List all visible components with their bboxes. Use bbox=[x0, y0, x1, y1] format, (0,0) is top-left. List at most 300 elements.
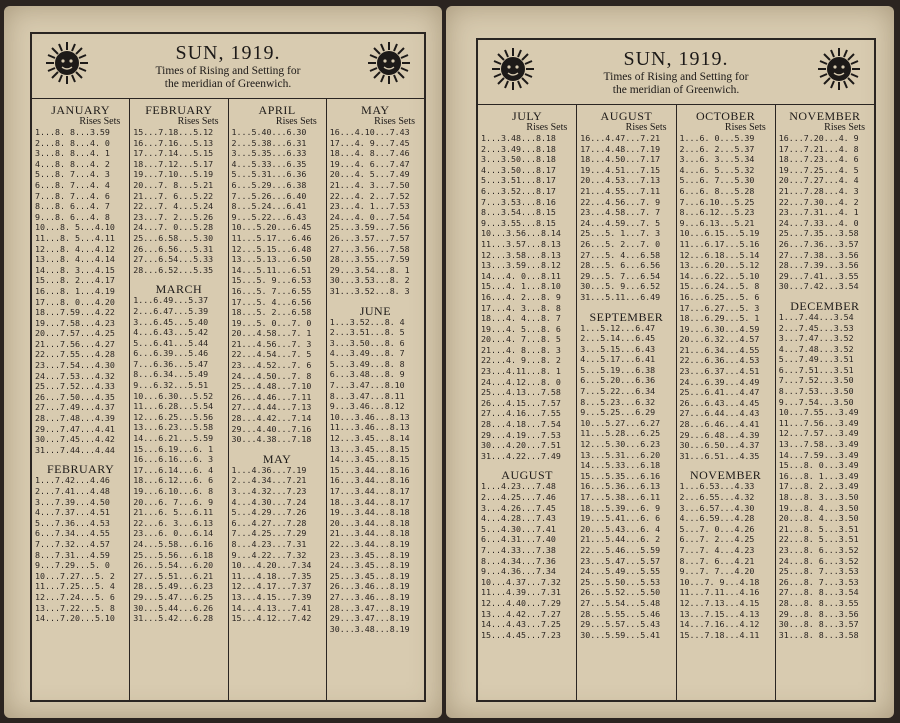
day-row: 15...3.44...8.16 bbox=[329, 464, 410, 475]
day-row: 14...4. 0...8.11 bbox=[481, 270, 561, 281]
day-row: 14...4.13...7.41 bbox=[231, 602, 312, 613]
day-row: 13...5.13...6.50 bbox=[231, 254, 312, 265]
day-row: 12...7.24...5. 6 bbox=[35, 591, 115, 602]
day-row: 17...5.38...6.11 bbox=[580, 492, 661, 502]
day-row: 3...6.45...5.40 bbox=[133, 316, 209, 327]
day-row: 18...7.23...4. 6 bbox=[778, 154, 859, 165]
day-row: 20...7.27...4. 4 bbox=[778, 175, 859, 186]
page-subtitle-line1: Times of Rising and Setting for bbox=[155, 65, 301, 77]
day-row: 23...4.58...7. 7 bbox=[580, 207, 661, 218]
day-row: 2...7.45...3.53 bbox=[778, 322, 854, 333]
sun-face-icon bbox=[490, 46, 536, 92]
day-row: 6...6.39...5.46 bbox=[133, 348, 209, 359]
day-row: 23...7.54...4.30 bbox=[35, 360, 115, 371]
day-row: 14...3.45...8.15 bbox=[329, 454, 410, 465]
day-row: 23...7.31...4. 1 bbox=[778, 207, 859, 218]
day-row: 31...5.11...6.49 bbox=[580, 291, 661, 302]
day-row: 11...7.25...5. 4 bbox=[35, 581, 115, 592]
day-row: 13...4.15...7.39 bbox=[231, 591, 312, 602]
day-row: 20...4. 7...8. 5 bbox=[481, 334, 561, 345]
day-row: 6...4.31...7.40 bbox=[481, 534, 556, 545]
day-row: 20...5.43...6. 4 bbox=[580, 523, 661, 534]
day-row: 8...4.34...7.36 bbox=[481, 555, 556, 566]
day-row: 19...7.58...4.23 bbox=[35, 317, 115, 328]
day-row: 13...6.23...5.58 bbox=[133, 422, 214, 433]
month-name: APRIL bbox=[258, 103, 296, 117]
day-row: 25...5.56...6.18 bbox=[133, 549, 214, 560]
day-row: 31...7.44...4.44 bbox=[35, 444, 115, 455]
day-row: 10...7. 9...4.18 bbox=[679, 576, 760, 587]
day-row: 2...4.25...7.46 bbox=[481, 492, 556, 502]
day-row: 13...5.31...6.20 bbox=[580, 449, 661, 460]
day-row: 7...6.36...5.47 bbox=[133, 358, 209, 369]
day-row: 2...7.41...4.48 bbox=[35, 486, 110, 496]
day-row: 18...4.50...7.17 bbox=[580, 154, 661, 165]
day-row: 12...5.30...6.23 bbox=[580, 439, 661, 450]
day-row: 9...7.29...5. 0 bbox=[35, 560, 110, 571]
month-column bbox=[677, 104, 776, 700]
day-row: 11...6.28...5.54 bbox=[133, 401, 214, 412]
day-row: 16...5. 7...6.55 bbox=[231, 285, 312, 296]
page-title: SUN, 1919. bbox=[623, 48, 729, 70]
day-row: 17...7.21...4. 8 bbox=[778, 143, 859, 154]
day-row: 17...7.14...5.15 bbox=[133, 148, 214, 159]
day-row: 6...3.52...8.17 bbox=[481, 185, 556, 196]
day-row: 11...4.39...7.31 bbox=[481, 587, 561, 598]
day-row: 18...4. 4...8. 7 bbox=[481, 313, 561, 324]
day-row: 16...7.20...4. 9 bbox=[778, 133, 859, 143]
day-row: 3...4.32...7.23 bbox=[231, 486, 307, 496]
day-row: 9...3.55...8.15 bbox=[481, 217, 556, 228]
day-row: 12...7.13...4.15 bbox=[679, 597, 760, 608]
day-row: 22...6.36...4.53 bbox=[679, 355, 760, 366]
day-row: 24...4.59...7. 5 bbox=[580, 217, 661, 228]
day-row: 17...5. 4...6.56 bbox=[231, 296, 312, 307]
day-row: 17...4. 9...7.45 bbox=[329, 137, 410, 148]
day-row: 1...7.44...3.54 bbox=[778, 311, 854, 322]
day-row: 18...6.12...6. 6 bbox=[133, 475, 214, 486]
day-row: 10...7.27...5. 2 bbox=[35, 570, 115, 581]
day-row: 25...4.48...7.10 bbox=[231, 381, 312, 392]
day-row: 15...8. 0...3.49 bbox=[778, 460, 859, 471]
day-row: 3...5.35...6.33 bbox=[231, 148, 307, 159]
day-row: 10...8. 5...4.10 bbox=[35, 222, 115, 233]
day-row: 8...7. 6...4.21 bbox=[679, 555, 755, 566]
day-row: 14...8. 3...4.15 bbox=[35, 264, 115, 275]
day-row: 12...7.57...3.49 bbox=[778, 428, 859, 439]
day-row: 15...5.35...6.16 bbox=[580, 470, 661, 481]
day-row: 19...7.10...5.19 bbox=[133, 169, 214, 180]
day-row: 15...6.19...6. 1 bbox=[133, 443, 214, 454]
day-row: 15...5. 9...6.53 bbox=[231, 275, 312, 286]
rises-sets-header: Rises Sets bbox=[724, 122, 766, 133]
day-row: 4...6.59...4.28 bbox=[679, 513, 755, 524]
day-row: 27...3.56...7.58 bbox=[329, 243, 410, 254]
day-row: 17...3.44...8.17 bbox=[329, 486, 410, 496]
day-row: 7...5.22...6.34 bbox=[580, 386, 656, 397]
day-row: 2...6.47...5.39 bbox=[133, 305, 209, 316]
month-name: AUGUST bbox=[501, 468, 553, 483]
day-row: 19...6.10...6. 8 bbox=[133, 486, 214, 496]
day-row: 25...5. 1...7. 3 bbox=[580, 228, 661, 239]
day-row: 15...7.18...4.11 bbox=[679, 629, 760, 640]
day-row: 9...7. 7...4.20 bbox=[679, 566, 755, 577]
day-row: 18...7.59...4.22 bbox=[35, 307, 115, 318]
day-row: 18...6.29...5. 1 bbox=[679, 313, 760, 324]
day-row: 24...3.45...8.19 bbox=[329, 560, 410, 571]
month-name: SEPTEMBER bbox=[589, 309, 664, 324]
day-row: 9...8. 6...4. 8 bbox=[35, 211, 110, 222]
day-row: 12...3.45...8.14 bbox=[329, 433, 410, 444]
day-row: 30...5.59...5.41 bbox=[580, 629, 661, 640]
day-row: 10...6.15...5.19 bbox=[679, 228, 760, 239]
day-row: 16...6.25...5. 6 bbox=[679, 291, 760, 302]
day-row: 20...7.57...4.25 bbox=[35, 328, 115, 339]
day-row: 16...4.47...7.21 bbox=[580, 133, 661, 143]
day-row: 25...7.52...4.33 bbox=[35, 381, 115, 392]
day-row: 22...4. 2...7.52 bbox=[329, 190, 410, 201]
day-row: 28...7.48...4.39 bbox=[35, 413, 115, 424]
day-row: 8...6.12...5.23 bbox=[679, 207, 755, 218]
day-row: 20...8. 4...3.50 bbox=[778, 513, 859, 524]
day-row: 3...7.39...4.50 bbox=[35, 496, 110, 507]
day-row: 23...6. 0...6.14 bbox=[133, 528, 214, 539]
day-row: 8...5.23...6.32 bbox=[580, 396, 656, 407]
day-row: 13...8. 4...4.14 bbox=[35, 254, 115, 265]
day-row: 11...5.28...6.25 bbox=[580, 428, 661, 439]
page-title: SUN, 1919. bbox=[175, 42, 281, 64]
day-row: 5...3.49...8. 8 bbox=[329, 358, 405, 369]
month-name: MARCH bbox=[155, 282, 203, 297]
day-row: 21...3.44...8.18 bbox=[329, 528, 410, 539]
day-row: 24...4.50...7. 8 bbox=[231, 370, 312, 381]
day-row: 29...5. 7...6.54 bbox=[580, 270, 661, 281]
day-row: 25...7.35...3.58 bbox=[778, 228, 859, 239]
day-row: 18...4. 8...7.46 bbox=[329, 148, 410, 159]
month-name: AUGUST bbox=[600, 109, 653, 123]
day-row: 28...6.52...5.35 bbox=[133, 264, 214, 275]
rises-sets-header: Rises Sets bbox=[526, 122, 568, 133]
day-row: 25...4.13...7.58 bbox=[481, 387, 561, 398]
day-row: 24...7.33...4. 0 bbox=[778, 217, 859, 228]
day-row: 2...5.38...6.31 bbox=[231, 137, 307, 148]
day-row: 1...4.36...7.19 bbox=[231, 464, 307, 475]
day-row: 12...6.25...5.56 bbox=[133, 411, 214, 422]
day-row: 30...7.45...4.42 bbox=[35, 434, 115, 445]
day-row: 24...5.58...6.16 bbox=[133, 538, 214, 549]
day-row: 19...7.25...4. 5 bbox=[778, 164, 859, 175]
day-row: 8...6.34...5.49 bbox=[133, 369, 209, 380]
day-row: 26...4.15...7.57 bbox=[481, 397, 561, 408]
day-row: 21...8. 5...3.51 bbox=[778, 523, 859, 534]
day-row: 29...3.47...8.19 bbox=[329, 613, 410, 624]
day-row: 2...6.55...4.32 bbox=[679, 492, 755, 502]
day-row: 29...5.47...6.25 bbox=[133, 591, 214, 602]
day-row: 16...4. 2...8. 9 bbox=[481, 291, 561, 302]
day-row: 11...5.17...6.46 bbox=[231, 232, 312, 243]
day-row: 9...4.36...7.34 bbox=[481, 566, 556, 577]
day-row: 1...5.12...6.47 bbox=[580, 322, 656, 333]
day-row: 20...6. 7...6. 9 bbox=[133, 496, 214, 507]
day-row: 3...6. 3...5.34 bbox=[679, 154, 755, 165]
day-row: 30...4.20...7.51 bbox=[481, 440, 561, 451]
day-row: 14...4.43...7.25 bbox=[481, 619, 561, 630]
day-row: 13...3.59...8.12 bbox=[481, 260, 561, 271]
day-row: 23...8. 6...3.52 bbox=[778, 544, 859, 555]
day-row: 4...3.50...8.17 bbox=[481, 164, 556, 175]
day-row: 12...4.17...7.37 bbox=[231, 581, 312, 592]
day-row: 27...5. 4...6.58 bbox=[580, 249, 661, 260]
day-row: 8...3.54...8.15 bbox=[481, 207, 556, 218]
day-row: 14...7.16...4.12 bbox=[679, 619, 760, 630]
day-row: 17...4.48...7.19 bbox=[580, 143, 661, 154]
day-row: 20...7. 8...5.21 bbox=[133, 179, 214, 190]
day-row: 9...6.13...5.21 bbox=[679, 217, 755, 228]
day-row: 16...8. 1...3.49 bbox=[778, 470, 859, 481]
day-row: 25...3.45...8.19 bbox=[329, 570, 410, 581]
day-row: 6...6. 8...5.28 bbox=[679, 185, 755, 196]
day-row: 4...6. 5...5.32 bbox=[679, 164, 755, 175]
day-row: 15...8. 2...4.17 bbox=[35, 275, 115, 286]
day-row: 26...7.36...3.57 bbox=[778, 238, 859, 249]
day-row: 13...7.58...3.49 bbox=[778, 439, 859, 450]
day-row: 13...4.42...7.27 bbox=[481, 608, 561, 619]
day-row: 23...7. 2...5.26 bbox=[133, 211, 214, 222]
day-row: 26...6.43...4.45 bbox=[679, 397, 760, 408]
day-row: 21...6. 5...6.11 bbox=[133, 507, 214, 518]
day-row: 2...6. 2...5.37 bbox=[679, 143, 755, 154]
day-row: 16...7.16...5.13 bbox=[133, 137, 214, 148]
left-header bbox=[32, 34, 424, 99]
month-column bbox=[130, 98, 228, 700]
day-row: 30...6.50...4.37 bbox=[679, 440, 760, 451]
day-row: 1...5.40...6.30 bbox=[231, 127, 307, 137]
rises-sets-header: Rises Sets bbox=[177, 116, 219, 127]
day-row: 3...6.57...4.30 bbox=[679, 502, 755, 513]
sun-face-icon bbox=[44, 40, 90, 86]
month-name: JUNE bbox=[359, 303, 392, 318]
day-row: 14...5.33...6.18 bbox=[580, 460, 661, 471]
day-row: 31...3.52...8. 3 bbox=[329, 285, 410, 296]
day-row: 27...4.44...7.13 bbox=[231, 402, 312, 413]
day-row: 13...7.22...5. 8 bbox=[35, 602, 115, 613]
day-row: 7...6.10...5.25 bbox=[679, 196, 755, 207]
day-row: 19...8. 4...3.50 bbox=[778, 502, 859, 513]
day-row: 22...4.54...7. 5 bbox=[231, 349, 312, 360]
day-row: 29...7.47...4.41 bbox=[35, 423, 115, 434]
day-row: 18...3.44...8.17 bbox=[329, 496, 410, 507]
day-row: 31...6.51...4.35 bbox=[679, 450, 760, 461]
day-row: 9...5.22...6.43 bbox=[231, 211, 307, 222]
day-row: 7...7.32...4.57 bbox=[35, 538, 110, 549]
day-row: 3...8. 8...4. 1 bbox=[35, 148, 110, 159]
day-row: 26...7.50...4.35 bbox=[35, 391, 115, 402]
day-row: 6...7.51...3.51 bbox=[778, 364, 854, 375]
day-row: 6...7. 2...4.25 bbox=[679, 534, 755, 545]
right-page bbox=[446, 6, 894, 718]
day-row: 21...7.56...4.27 bbox=[35, 338, 115, 349]
day-row: 16...6.16...6. 3 bbox=[133, 454, 214, 465]
day-row: 5...5.19...6.38 bbox=[580, 364, 656, 375]
month-name: FEBRUARY bbox=[145, 103, 213, 117]
day-row: 27...4.16...7.55 bbox=[481, 408, 561, 419]
day-row: 16...4.10...7.43 bbox=[329, 127, 410, 137]
day-row: 1...8. 8...3.59 bbox=[35, 127, 110, 137]
day-row: 21...5.44...6. 2 bbox=[580, 534, 661, 545]
month-name: OCTOBER bbox=[695, 109, 756, 123]
day-row: 13...3.45...8.15 bbox=[329, 443, 410, 454]
day-row: 7...8. 7...4. 6 bbox=[35, 190, 110, 201]
day-row: 4...4.28...7.43 bbox=[481, 513, 556, 524]
day-row: 26...6.56...5.31 bbox=[133, 243, 214, 254]
day-row: 9...5.25...6.29 bbox=[580, 407, 656, 418]
day-row: 7...4.25...7.29 bbox=[231, 528, 307, 539]
day-row: 24...4. 0...7.54 bbox=[329, 211, 410, 222]
day-row: 8...5.24...6.41 bbox=[231, 201, 307, 212]
day-row: 9...4.22...7.32 bbox=[231, 549, 307, 560]
day-row: 24...8. 6...3.52 bbox=[778, 555, 859, 566]
day-row: 29...4.40...7.16 bbox=[231, 423, 312, 434]
day-row: 7...4.33...7.38 bbox=[481, 544, 556, 555]
month-name: NOVEMBER bbox=[789, 109, 861, 123]
day-row: 19...3.44...8.18 bbox=[329, 507, 410, 518]
day-row: 25...3.59...7.56 bbox=[329, 222, 410, 233]
day-row: 2...5.14...6.45 bbox=[580, 333, 656, 344]
day-row: 4...7.48...3.52 bbox=[778, 343, 854, 354]
day-row: 21...4. 8...8. 3 bbox=[481, 344, 561, 355]
rises-sets-header: Rises Sets bbox=[374, 116, 415, 127]
day-row: 12...4.40...7.29 bbox=[481, 597, 561, 608]
day-row: 27...5.54...5.48 bbox=[580, 597, 661, 608]
day-row: 10...3.46...8.13 bbox=[329, 411, 410, 422]
day-row: 21...6.34...4.55 bbox=[679, 344, 760, 355]
day-row: 14...7.59...3.49 bbox=[778, 449, 859, 460]
day-row: 5...7.49...3.51 bbox=[778, 354, 854, 365]
day-row: 20...4.53...7.13 bbox=[580, 175, 661, 186]
day-row: 28...4.18...7.54 bbox=[481, 419, 561, 430]
day-row: 21...4.55...7.11 bbox=[580, 185, 661, 196]
page-subtitle-line2: the meridian of Greenwich. bbox=[164, 78, 292, 90]
day-row: 24...4.12...8. 0 bbox=[481, 376, 561, 387]
day-row: 12...6.18...5.14 bbox=[679, 249, 760, 260]
day-row: 3...4.26...7.45 bbox=[481, 502, 556, 513]
day-row: 4...3.49...8. 7 bbox=[329, 348, 405, 359]
day-row: 26...5. 2...7. 0 bbox=[580, 238, 661, 249]
day-row: 7...3.47...8.10 bbox=[329, 380, 405, 391]
day-row: 16...8. 1...4.19 bbox=[35, 285, 115, 296]
day-row: 10...7.55...3.49 bbox=[778, 407, 859, 418]
day-row: 19...4. 6...7.47 bbox=[329, 158, 410, 169]
day-row: 2...4.34...7.21 bbox=[231, 475, 307, 486]
day-row: 11...7.11...4.16 bbox=[679, 587, 760, 598]
day-row: 20...4.58...7. 1 bbox=[231, 328, 312, 339]
day-row: 23...4. 1...7.53 bbox=[329, 201, 410, 212]
day-row: 15...4. 1...8.10 bbox=[481, 281, 561, 292]
day-row: 15...7.18...5.12 bbox=[133, 127, 214, 137]
day-row: 6...5.29...6.38 bbox=[231, 179, 307, 190]
day-row: 15...6.24...5. 8 bbox=[679, 281, 760, 292]
day-row: 22...3.44...8.19 bbox=[329, 538, 410, 549]
day-row: 27...7.49...4.37 bbox=[35, 402, 115, 413]
day-row: 19...5. 0...7. 0 bbox=[231, 317, 312, 328]
day-row: 1...4.23...7.48 bbox=[481, 481, 556, 492]
right-frame bbox=[476, 38, 876, 702]
day-row: 15...4.45...7.23 bbox=[481, 629, 561, 640]
day-row: 1...7.42...4.46 bbox=[35, 475, 110, 486]
day-row: 19...4.51...7.15 bbox=[580, 164, 661, 175]
day-row: 3...3.50...8. 6 bbox=[329, 337, 405, 348]
day-row: 2...3.51...8. 5 bbox=[329, 327, 405, 338]
day-row: 30...5.44...6.26 bbox=[133, 602, 214, 613]
right-columns bbox=[478, 104, 874, 700]
month-name: MAY bbox=[361, 103, 390, 117]
day-row: 27...8. 8...3.54 bbox=[778, 587, 859, 598]
day-row: 26...3.46...8.19 bbox=[329, 581, 410, 592]
day-row: 27...7.38...3.56 bbox=[778, 249, 859, 260]
day-row: 22...8. 5...3.51 bbox=[778, 534, 859, 545]
day-row: 14...5.11...6.51 bbox=[231, 264, 312, 275]
month-name: MAY bbox=[262, 451, 292, 466]
day-row: 4...8. 8...4. 2 bbox=[35, 158, 110, 169]
day-row: 5...6.41...5.44 bbox=[133, 337, 209, 348]
day-row: 28...3.55...7.59 bbox=[329, 254, 410, 265]
day-row: 4...6.43...5.42 bbox=[133, 327, 209, 338]
day-row: 11...8. 5...4.11 bbox=[35, 232, 115, 243]
day-row: 30...4.38...7.18 bbox=[231, 434, 312, 445]
day-row: 10...4.37...7.32 bbox=[481, 576, 561, 587]
day-row: 1...6.53...4.33 bbox=[679, 481, 755, 492]
day-row: 6...7.34...4.55 bbox=[35, 528, 110, 539]
day-row: 17...8. 2...3.49 bbox=[778, 481, 859, 492]
day-row: 26...8. 7...3.53 bbox=[778, 576, 859, 587]
month-column bbox=[478, 104, 577, 700]
day-row: 8...3.47...8.11 bbox=[329, 390, 405, 401]
day-row: 21...4. 3...7.50 bbox=[329, 179, 410, 190]
day-row: 4...5.33...6.35 bbox=[231, 158, 307, 169]
right-header bbox=[478, 40, 874, 105]
day-row: 24...5.49...5.55 bbox=[580, 566, 661, 577]
day-row: 1...6. 0...5.39 bbox=[679, 133, 755, 143]
day-row: 29...6.48...4.39 bbox=[679, 429, 760, 440]
day-row: 17...6.14...6. 4 bbox=[133, 464, 214, 475]
day-row: 14...6.22...5.10 bbox=[679, 270, 760, 281]
day-row: 1...3.52...8. 4 bbox=[329, 316, 405, 327]
page-subtitle-line2: the meridian of Greenwich. bbox=[612, 84, 740, 96]
day-row: 24...7. 0...5.28 bbox=[133, 222, 214, 233]
day-row: 2...3.49...8.18 bbox=[481, 143, 556, 154]
day-row: 1...3.48...8.18 bbox=[481, 133, 556, 143]
day-row: 5...8. 7...4. 3 bbox=[35, 169, 110, 180]
day-row: 4...7.37...4.51 bbox=[35, 507, 110, 518]
rises-sets-header: Rises Sets bbox=[625, 122, 667, 133]
day-row: 22...7. 4...5.24 bbox=[133, 201, 214, 212]
day-row: 31...4.22...7.49 bbox=[481, 450, 561, 461]
day-row: 13...7.15...4.13 bbox=[679, 608, 760, 619]
day-row: 1...6.49...5.37 bbox=[133, 295, 209, 306]
day-row: 10...6.30...5.52 bbox=[133, 390, 214, 401]
day-row: 5...7. 0...4.26 bbox=[679, 523, 755, 534]
day-row: 30...3.48...8.19 bbox=[329, 623, 410, 634]
day-row: 11...6.17...5.16 bbox=[679, 238, 760, 249]
month-name: JANUARY bbox=[51, 103, 111, 117]
day-row: 26...4.46...7.11 bbox=[231, 391, 312, 402]
left-page bbox=[4, 6, 442, 718]
day-row: 25...5.50...5.53 bbox=[580, 576, 661, 587]
day-row: 22...7.30...4. 2 bbox=[778, 196, 859, 207]
day-row: 18...7.12...5.17 bbox=[133, 158, 214, 169]
day-row: 25...6.58...5.30 bbox=[133, 232, 214, 243]
day-row: 23...6.37...4.51 bbox=[679, 366, 760, 377]
